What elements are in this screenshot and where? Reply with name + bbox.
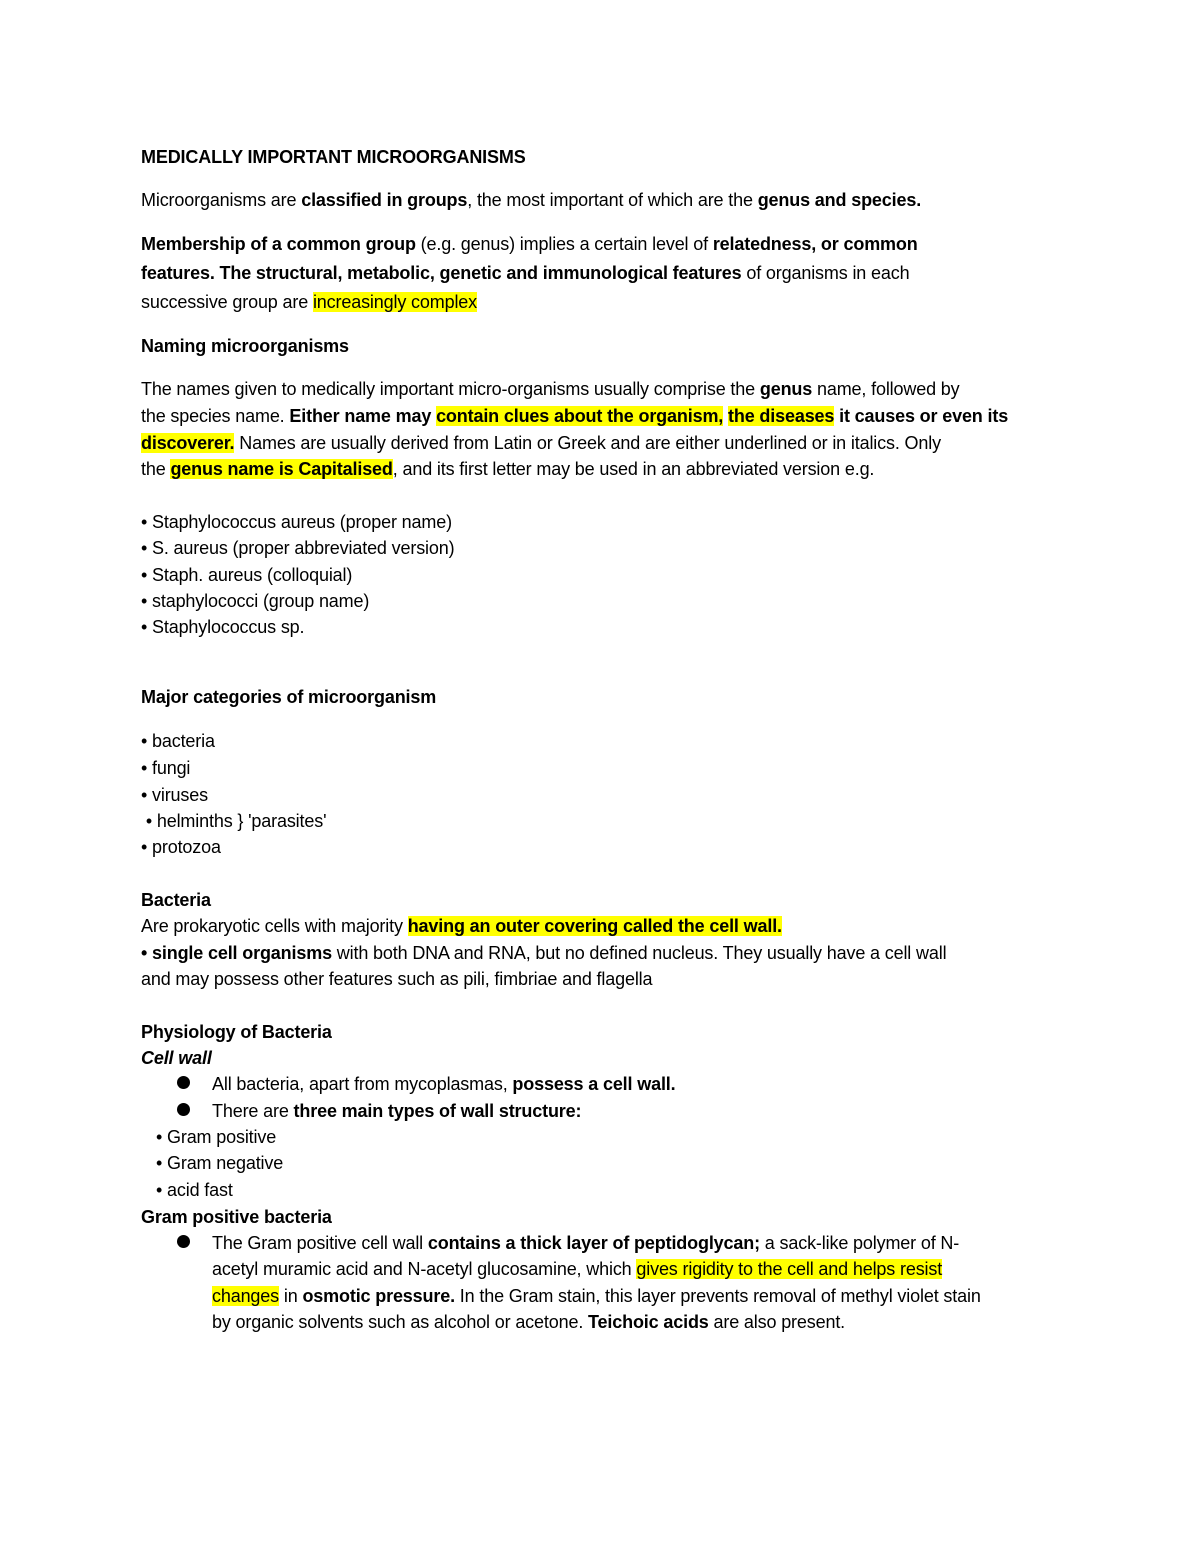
heading-gram-positive: Gram positive bacteria bbox=[141, 1207, 332, 1227]
highlight: discoverer. bbox=[141, 433, 235, 453]
category-list-item: • protozoa bbox=[141, 837, 221, 857]
intro-paragraph: Microorganisms are classified in groups, the most important of which are the genus and species. bbox=[141, 190, 922, 210]
bullet-icon bbox=[177, 1103, 190, 1116]
category-list-item: • fungi bbox=[141, 758, 191, 778]
membership-line-1: Membership of a common group (e.g. genus) implies a certain level of relatedness, or common bbox=[141, 234, 918, 254]
wall-type-item: • acid fast bbox=[156, 1180, 233, 1200]
name-list-item: • Staphylococcus sp. bbox=[141, 617, 305, 637]
cell-wall-point-2: There are three main types of wall structure: bbox=[212, 1101, 582, 1121]
highlight: having an outer covering called the cell wall. bbox=[407, 916, 782, 936]
bullet-icon bbox=[177, 1076, 190, 1089]
highlight: changes bbox=[212, 1286, 280, 1306]
name-list-item: • Staphylococcus aureus (proper name) bbox=[141, 512, 452, 532]
highlight: the diseases bbox=[728, 406, 835, 426]
naming-line-3: discoverer. Names are usually derived from Latin or Greek and are either underlined or in italics. Only bbox=[141, 433, 941, 453]
heading-naming: Naming microorganisms bbox=[141, 336, 349, 356]
gram-positive-line-2: acetyl muramic acid and N-acetyl glucosamine, which gives rigidity to the cell and helps resist bbox=[212, 1259, 943, 1279]
document-title: MEDICALLY IMPORTANT MICROORGANISMS bbox=[141, 147, 526, 167]
gram-positive-line-3: changes in osmotic pressure. In the Gram stain, this layer prevents removal of methyl violet stain bbox=[212, 1286, 981, 1306]
category-list-item: • viruses bbox=[141, 785, 208, 805]
bacteria-line-3: and may possess other features such as pili, fimbriae and flagella bbox=[141, 969, 653, 989]
naming-line-1: The names given to medically important micro-organisms usually comprise the genus name, followed by bbox=[141, 379, 960, 399]
cell-wall-point-1: All bacteria, apart from mycoplasmas, possess a cell wall. bbox=[212, 1074, 676, 1094]
name-list-item: • Staph. aureus (colloquial) bbox=[141, 565, 353, 585]
wall-type-item: • Gram positive bbox=[156, 1127, 277, 1147]
highlight: gives rigidity to the cell and helps resist bbox=[636, 1259, 943, 1279]
highlight: contain clues about the organism, bbox=[436, 406, 724, 426]
membership-line-3: successive group are increasingly complex bbox=[141, 292, 478, 312]
naming-line-4: the genus name is Capitalised, and its first letter may be used in an abbreviated version e.g. bbox=[141, 459, 875, 479]
naming-line-2: the species name. Either name may contain clues about the organism, the diseases it causes or even its bbox=[141, 406, 1009, 426]
highlight: genus name is Capitalised bbox=[170, 459, 393, 479]
heading-cell-wall: Cell wall bbox=[141, 1048, 212, 1068]
bacteria-line-1: Are prokaryotic cells with majority having an outer covering called the cell wall. bbox=[141, 916, 782, 936]
heading-major-categories: Major categories of microorganism bbox=[141, 687, 437, 707]
category-list-item: • helminths } 'parasites' bbox=[141, 811, 327, 831]
highlight: increasingly complex bbox=[312, 292, 478, 312]
gram-positive-line-1: The Gram positive cell wall contains a thick layer of peptidoglycan; a sack-like polymer of N- bbox=[212, 1233, 960, 1253]
category-list-item: • bacteria bbox=[141, 731, 215, 751]
heading-physiology: Physiology of Bacteria bbox=[141, 1022, 332, 1042]
name-list-item: • staphylococci (group name) bbox=[141, 591, 370, 611]
membership-line-2: features. The structural, metabolic, genetic and immunological features of organisms in each bbox=[141, 263, 910, 283]
wall-type-item: • Gram negative bbox=[156, 1153, 284, 1173]
bullet-icon bbox=[177, 1235, 190, 1248]
gram-positive-line-4: by organic solvents such as alcohol or acetone. Teichoic acids are also present. bbox=[212, 1312, 846, 1332]
bacteria-line-2: • single cell organisms with both DNA and RNA, but no defined nucleus. They usually have a cell wall bbox=[141, 943, 947, 963]
heading-bacteria: Bacteria bbox=[141, 890, 211, 910]
name-list-item: • S. aureus (proper abbreviated version) bbox=[141, 538, 455, 558]
